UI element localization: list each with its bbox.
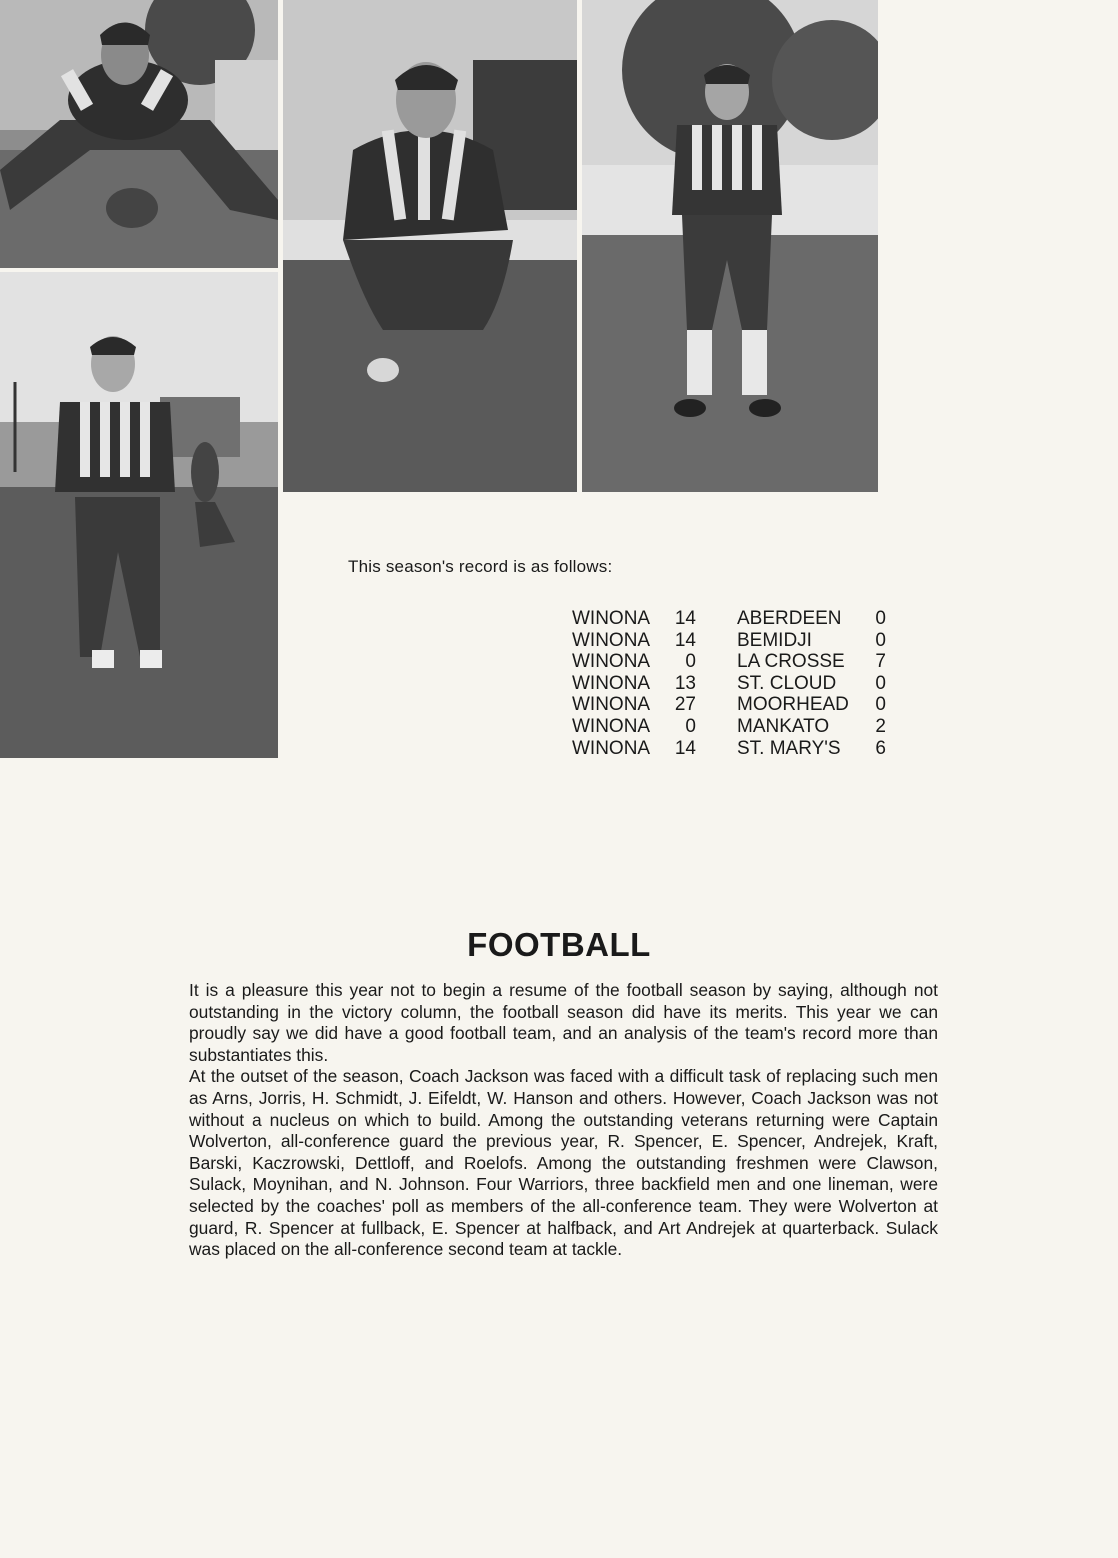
record-intro: This season's record is as follows: (348, 557, 613, 576)
home-team: WINONA (572, 694, 651, 716)
article-paragraph: At the outset of the season, Coach Jackson was faced with a difficult task of replacing such men as Arns, Jorris, H. Schmidt, J. Eifeldt, W. Hanson and others. However, Coach Jackson was not without a nucleus on which to build. Among the outstanding veterans returning were Captain Wolverton, all-conference guard the previous year, R. Spencer, E. Spencer, Andrejek, Kraft, Barski, Kaczrowski, Dettloff, and Roelofs. Among the outstanding freshmen were Clawson, Sulack, Moynihan, and N. Johnson. Four Warriors, three backfield men and one lineman, were selected by the coaches' poll as members of the all-conference team. They were Wolverton at guard, R. Spencer at fullback, E. Spencer at halfback, and Art Andrejek at quarterback. Sulack was placed on the all-conference second team at tackle. (189, 1066, 938, 1260)
opponent-score: 0 (875, 629, 886, 651)
opponent-team: ABERDEEN (737, 608, 842, 629)
article-paragraph: It is a pleasure this year not to begin a resume of the football season by saying, although not outstanding in the victory column, the football season did have its merits. This year we can proudly say we did have a good football team, and an analysis of the team's record more than substantiates this. (189, 980, 938, 1065)
home-score: 14 (674, 737, 696, 759)
home-team: WINONA (572, 651, 651, 673)
photo-player-on-field (0, 272, 278, 758)
home-team: WINONA (572, 737, 651, 759)
home-score: 0 (685, 651, 696, 673)
opponent-team: MOORHEAD (737, 694, 849, 716)
home-team: WINONA (572, 672, 651, 694)
home-score: 0 (685, 715, 696, 737)
opponent-team: ST. MARY'S (737, 737, 841, 759)
opponent-team: MANKATO (737, 715, 830, 737)
opponent-team: BEMIDJI (737, 629, 812, 651)
photo-lineman-over-ball (0, 0, 278, 268)
photo-player-crouching (283, 0, 577, 492)
opponent-score: 2 (875, 715, 886, 737)
opponent-score: 0 (875, 672, 886, 694)
home-team: WINONA (572, 608, 651, 629)
home-team: WINONA (572, 715, 651, 737)
home-score: 14 (674, 608, 696, 629)
page-title: FOOTBALL (467, 926, 651, 963)
home-team: WINONA (572, 629, 651, 651)
opponent-team: LA CROSSE (737, 651, 845, 673)
opponent-score: 7 (875, 651, 886, 673)
home-score: 14 (674, 629, 696, 651)
home-score: 27 (674, 694, 696, 716)
article-body (189, 980, 938, 1261)
opponent-team: ST. CLOUD (737, 672, 837, 694)
home-score: 13 (674, 672, 696, 694)
opponent-score: 0 (875, 694, 886, 716)
photo-player-standing (582, 0, 878, 492)
opponent-score: 6 (875, 737, 886, 759)
opponent-score: 0 (875, 608, 886, 629)
